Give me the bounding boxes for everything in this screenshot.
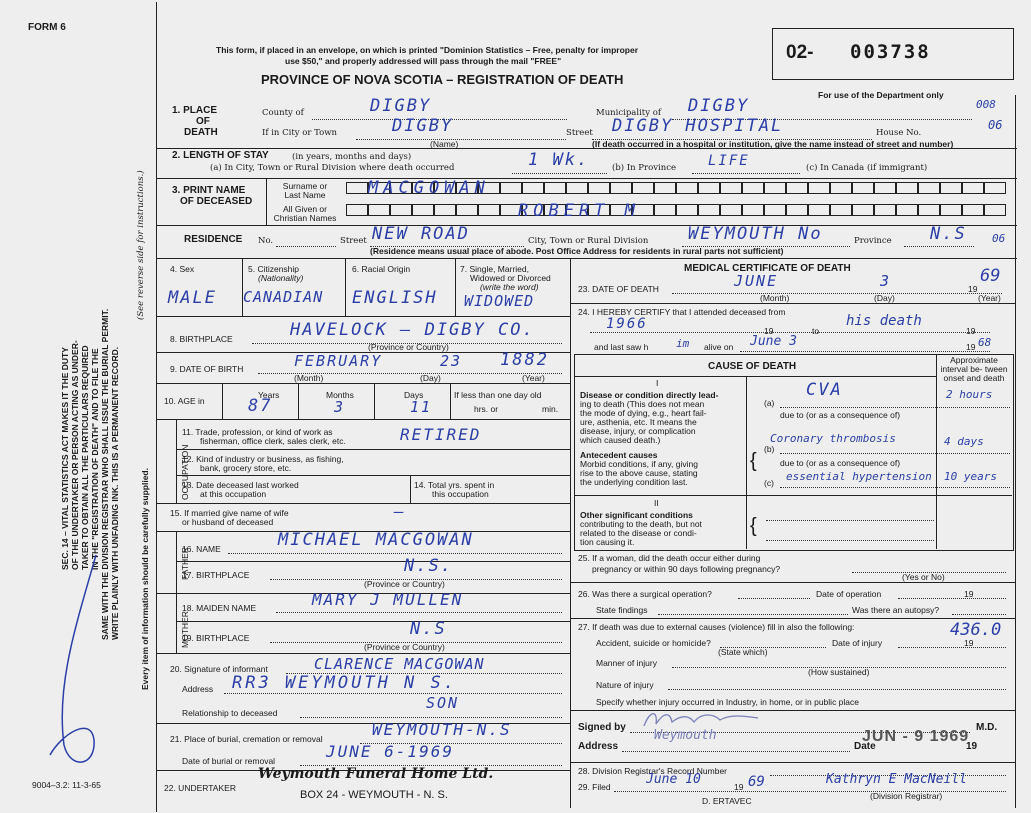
stay-a-label: (a) In City, Town or Rural Division where death occurred [210,163,455,173]
age-months-label: Months [326,390,354,400]
total-years-label: 14. Total yrs. spent in [414,480,495,490]
municipality-code: 008 [976,98,996,111]
death-year-label: (Year) [978,293,1001,303]
racial-origin-value: ENGLISH [352,288,438,308]
signed-address-label: Address [578,741,619,752]
cause-b-value: Coronary thrombosis [770,432,896,445]
letter-box [456,204,478,216]
side-instruction-4: IN THE "REGISTRATION OF DEATH" AND TO FILE THE [90,348,100,570]
marital-value: WIDOWED [464,292,535,310]
marital-label-3: (write the word) [480,282,539,292]
given-label: All Given or [283,204,327,214]
place-label-death: DEATH [184,127,218,138]
letter-box [786,182,808,194]
letter-box [500,182,522,194]
age-hrs-label: hrs. or [474,404,499,414]
injury-date-label: Date of injury [832,638,883,648]
date-of-death-label: 23. DATE OF DEATH [578,284,659,294]
father-name: MICHAEL MACGOWAN [278,530,474,550]
city-label: If in City or Town [262,128,338,138]
medical-certificate-title: MEDICAL CERTIFICATE OF DEATH [684,263,851,274]
residence-street: NEW ROAD [372,224,470,244]
signed-address: Weymouth [654,728,717,743]
side-instruction-3: TAKER TO OBTAIN ALL THE PARTICULARS REQUIRED [80,345,90,570]
last-saw-value: im [676,337,690,350]
dob-month-label: (Month) [294,373,324,383]
letter-box [368,204,390,216]
sex-value: MALE [168,288,217,308]
undertaker-stamp-name: Weymouth Funeral Home Ltd. [258,766,494,782]
residence-city-label: City, Town or Rural Division [528,236,649,246]
birthplace-value: HAVELOCK – DIGBY CO. [290,320,535,340]
street-value: DIGBY HOSPITAL [612,116,784,136]
birthplace-label: 8. BIRTHPLACE [170,334,233,344]
accident-label: Accident, suicide or homicide? [596,638,711,648]
antecedent-label: Antecedent causes [580,450,658,460]
other-conditions-2: contributing to the death, but not [580,519,702,529]
letter-box [676,182,698,194]
residence-label: RESIDENCE [184,234,243,245]
side-instruction-6: WRITE PLAINLY WITH UNFADING INK. THIS IS A PERMANENT RECORD. [110,346,120,640]
cause-a-label: (a) [764,398,775,408]
stay-c-label: (c) In Canada (if immigrant) [806,163,928,173]
letter-box [720,204,742,216]
dob-day: 23 [440,352,463,370]
surname-label: Surname or [282,181,328,191]
last-saw-label: and last saw h [594,342,649,352]
residence-city: WEYMOUTH No [688,224,823,244]
spouse-sub: or husband of deceased [182,517,274,527]
specify-label: Specify whether injury occurred in Industry, in home, or in public place [596,697,859,707]
marital-label: 7. Single, Married, [460,264,529,274]
letter-box [346,204,368,216]
letter-box [940,182,962,194]
operation-date-label: Date of operation [816,589,882,599]
letter-box [720,182,742,194]
signed-year: 19 [966,741,978,752]
letter-box [808,182,830,194]
cause-code: 436.0 [950,620,1002,640]
external-causes-label: 27. If death was due to external causes (violence) fill in also the following: [578,622,855,632]
dob-year: 1882 [500,350,549,370]
letter-box [676,204,698,216]
burial-place-label: 21. Place of burial, cremation or removal [170,734,323,744]
letter-box [654,182,676,194]
informant-address: RR3 WEYMOUTH N S. [232,673,457,693]
age-days-label: Days [404,390,424,400]
sex-label: 4. Sex [170,264,195,274]
residence-code: 06 [992,232,1006,245]
house-code: 06 [988,118,1003,132]
industry-label: 12. Kind of industry or business, as fishing, [182,454,344,464]
alive-19: 19 [966,342,976,352]
other-conditions-1: Other significant conditions [580,510,693,520]
residence-province: N.S [930,224,967,244]
cause-a-value: CVA [806,380,843,400]
cause-part-2: II [654,498,659,508]
relationship-label: Relationship to deceased [182,708,278,718]
mother-birthplace-sub: (Province or Country) [364,642,445,652]
letter-box [896,204,918,216]
citizenship-value: CANADIAN [243,288,324,306]
attended-from: 1966 [606,316,648,332]
cause-desc-1: Disease or condition directly lead- [580,390,719,400]
letter-box [874,182,896,194]
pregnancy-label-2: pregnancy or within 90 days following pregnancy? [592,564,781,574]
cause-part-1: I [656,378,659,388]
death-month: JUNE [734,272,779,290]
pregnancy-label: 25. If a woman, did the death occur either during [578,553,761,563]
dob-year-label: (Year) [522,373,545,383]
yes-no-label: (Yes or No) [902,572,945,582]
filed-label: 29. Filed [578,782,611,792]
undertaker-stamp-address: BOX 24 - WEYMOUTH - N. S. [300,789,448,801]
occupation-value: RETIRED [400,425,482,444]
father-name-label: 16. NAME [182,544,221,554]
cause-desc-6: which caused death.) [580,435,661,445]
citizenship-label: 5. Citizenship [248,264,300,274]
burial-date-label: Date of burial or removal [182,756,276,766]
cause-c-interval: 10 years [944,470,997,483]
mailing-notice-2: use $50," and properly addressed will pass through the mail "FREE" [285,56,562,66]
letter-box [698,204,720,216]
md-label: M.D. [976,722,998,733]
city-value: DIGBY [392,116,454,136]
other-conditions-4: tion causing it. [580,537,635,547]
form-title: PROVINCE OF NOVA SCOTIA – REGISTRATION OF DEATH [261,72,624,87]
undertaker-label: 22. UNDERTAKER [164,783,236,793]
mother-side-label: MOTHER [180,611,190,648]
age-years-label: Years [258,390,280,400]
letter-box [918,182,940,194]
birthplace-sub: (Province or Country) [368,342,449,352]
letter-box [874,204,896,216]
letter-box [478,204,500,216]
industry-sub: bank, grocery store, etc. [200,463,292,473]
letter-box [698,182,720,194]
residence-province-label: Province [854,236,892,246]
surname-value: MACGOWAN [368,178,490,198]
filed-19: 19 [734,782,744,792]
letter-box [786,204,808,216]
attended-to-19: 19 [966,326,976,336]
margin-signature-scribble [36,545,126,775]
cause-b-label: (b) [764,444,775,454]
letter-box [984,204,1006,216]
operation-year: 19 [964,589,974,599]
letter-box [610,182,632,194]
letter-box [984,182,1006,194]
death-year-prefix: 19 [968,284,978,294]
given-label-2: Christian Names [273,213,337,223]
attended-to: his death [846,313,922,329]
cause-a-interval: 2 hours [946,388,993,401]
manner-label: Manner of injury [596,658,657,668]
residence-note: (Residence means usual place of abode. Post Office Address for residents in rural parts not sufficient) [370,246,784,256]
registrar-signature: Kathryn E MacNeill [826,772,967,787]
letter-box [830,182,852,194]
death-day: 3 [880,272,892,290]
antecedent-brace: { [750,450,757,472]
attended-label: 24. I HEREBY CERTIFY that I attended deceased from [578,307,786,317]
interval-header: Approximate interval be- tween onset and death [940,355,1008,383]
stay-b-label: (b) In Province [612,163,676,173]
letter-box [940,204,962,216]
letter-box [390,204,412,216]
letter-box [808,204,830,216]
cause-c-label: (c) [764,478,774,488]
informant-address-label: Address [182,684,214,694]
injury-year: 19 [964,638,974,648]
department-use-label: For use of the Department only [818,90,944,100]
stay-a-value: 1 Wk. [528,150,590,170]
side-instruction-8: Every item of information should be carefully supplied. [140,468,150,690]
registration-number: 003738 [850,41,931,63]
form-number: FORM 6 [28,22,66,33]
print-code: 9004–3.2: 11-3-65 [32,780,101,790]
city-name-label: (Name) [430,139,459,149]
letter-box [962,204,984,216]
attended-from-19: 19 [764,326,774,336]
antecedent-desc-1: Morbid conditions, if any, giving [580,459,698,469]
mother-name: MARY J MULLEN [312,590,464,609]
letter-box [544,182,566,194]
letter-box [764,182,786,194]
side-instruction-5: SAME WITH THE DIVISION REGISTRAR WHO SHALL ISSUE THE BURIAL PERMIT. [100,308,110,640]
letter-box [896,182,918,194]
given-names-value: ROBERT M [518,201,640,221]
age-less-label: If less than one day old [454,390,542,400]
letter-box [742,204,764,216]
hospital-note: (If death occurred in a hospital or institution, give the name instead of street and number) [592,139,954,149]
registration-prefix: 02- [786,42,814,63]
registrar-label: (Division Registrar) [870,791,943,801]
house-label: House No. [876,128,922,138]
surname-label-2: Last Name [284,190,326,200]
letter-box [522,182,544,194]
mother-birthplace-label: 19. BIRTHPLACE [182,633,250,643]
mother-name-label: 18. MAIDEN NAME [182,603,257,613]
municipality-label: Municipality of [596,108,661,118]
side-instruction-1: SEC. 14 – VITAL STATISTICS ACT MAKES IT THE DUTY [60,347,70,570]
father-birthplace-label: 17. BIRTHPLACE [182,570,250,580]
alive-label: alive on [704,342,734,352]
citizenship-sub: (Nationality) [258,273,304,283]
letter-box [918,204,940,216]
autopsy-label: Was there an autopsy? [852,605,940,615]
surgery-label: 26. Was there a surgical operation? [578,589,712,599]
letter-box [852,204,874,216]
letter-box [412,204,434,216]
residence-street-label: Street [340,236,367,246]
father-side-label: FATHER [180,547,190,580]
letter-box [742,182,764,194]
last-worked-sub: at this occupation [200,489,267,499]
signed-date-label: Date [854,741,876,752]
alive-value: June 3 [750,334,797,349]
last-worked-label: 13. Date deceased last worked [182,480,299,490]
dob-month: FEBRUARY [294,352,383,370]
letter-box [852,182,874,194]
cause-of-death-title: CAUSE OF DEATH [708,361,797,372]
letter-box [830,204,852,216]
signed-date-stamp: JUN - 9 1969 [862,728,970,745]
marital-label-2: Widowed or Divorced [470,273,551,283]
letter-box [566,182,588,194]
letter-box [962,182,984,194]
street-label: Street [566,128,593,138]
other-conditions-3: related to the disease or condi- [580,528,697,538]
death-month-label: (Month) [760,293,790,303]
death-day-label: (Day) [874,293,895,303]
side-instruction-7: (See reverse side for instructions.) [136,170,146,320]
dob-label: 9. DATE OF BIRTH [170,364,244,374]
place-label-of: OF [196,116,210,127]
due-to-2: due to (or as a consequence of) [780,458,901,468]
occupation-11-label: 11. Trade, profession, or kind of work as [182,427,333,437]
county-label: County of [262,108,304,118]
alive-year: 68 [978,336,992,349]
antecedent-desc-3: the underlying condition last. [580,477,688,487]
due-to-1: due to (or as a consequence of) [780,410,901,420]
death-year: 69 [980,266,1001,286]
father-birthplace: N.S. [404,556,453,576]
age-days: 11 [410,398,433,416]
burial-date: JUNE 6-1969 [326,742,454,761]
cause-b-interval: 4 days [944,435,984,448]
record-number-label: 28. Division Registrar's Record Number [578,766,728,776]
age-label: 10. AGE in [164,396,205,406]
filed-date: June 10 [646,772,701,787]
findings-label: State findings [596,605,648,615]
nature-label: Nature of injury [596,680,654,690]
mother-birthplace: N.S [410,619,447,639]
residence-no-label: No. [258,236,274,246]
age-years: 87 [248,396,273,416]
letter-box [764,204,786,216]
side-instruction-2: OF THE UNDERTAKER OR PERSON ACTING AS UNDER- [70,340,80,570]
stay-b-value: LIFE [708,153,750,169]
signed-by-label: Signed by [578,722,626,733]
letter-box [588,182,610,194]
length-of-stay-label: 2. LENGTH OF STAY [172,150,269,161]
letter-box [434,204,456,216]
print-name-label-2: OF DECEASED [180,196,253,207]
total-years-sub: this occupation [432,489,489,499]
age-months: 3 [334,398,346,416]
registrar-extra: D. ERTAVEC [702,796,752,806]
father-birthplace-sub: (Province or Country) [364,579,445,589]
letter-box [632,182,654,194]
dob-day-label: (Day) [420,373,441,383]
occupation-side-label: OCCUPATION [180,444,190,500]
cause-desc-5: disease, injury, or complication [580,426,696,436]
spouse-value: — [394,502,406,521]
stay-unit: (in years, months and days) [292,152,412,162]
cause-desc-4: ure, asthenia, etc. It means the [580,417,697,427]
letter-box [654,204,676,216]
racial-origin-label: 6. Racial Origin [352,264,411,274]
mailing-notice: This form, if placed in an envelope, on which is printed "Dominion Statistics – Free, penalty for improper [216,45,639,55]
letter-box [346,182,368,194]
occupation-11-sub: fisherman, office clerk, sales clerk, etc. [200,436,346,446]
informant-label: 20. Signature of informant [170,664,268,674]
spouse-label: 15. If married give name of wife [170,508,289,518]
informant-name: CLARENCE MACGOWAN [314,655,485,673]
antecedent-desc-2: rise to the above cause, stating [580,468,698,478]
relationship-value: SON [426,694,460,712]
state-which-label: (State which) [718,647,768,657]
cause-desc-3: the mode of dying, e.g., heart fail- [580,408,707,418]
municipality-value: DIGBY [688,96,750,116]
attended-to-label: to [812,326,820,336]
print-name-label: 3. PRINT NAME [172,185,246,196]
age-min-label: min. [542,404,559,414]
other-brace: { [750,515,757,537]
place-label: 1. PLACE [172,105,218,116]
how-sustained-label: (How sustained) [808,667,870,677]
cause-c-value: essential hypertension [786,470,932,483]
county-value: DIGBY [370,96,432,116]
cause-desc-2: ing to death (This does not mean [580,399,705,409]
filed-year: 69 [748,774,765,790]
burial-place: WEYMOUTH-N.S [372,720,512,739]
